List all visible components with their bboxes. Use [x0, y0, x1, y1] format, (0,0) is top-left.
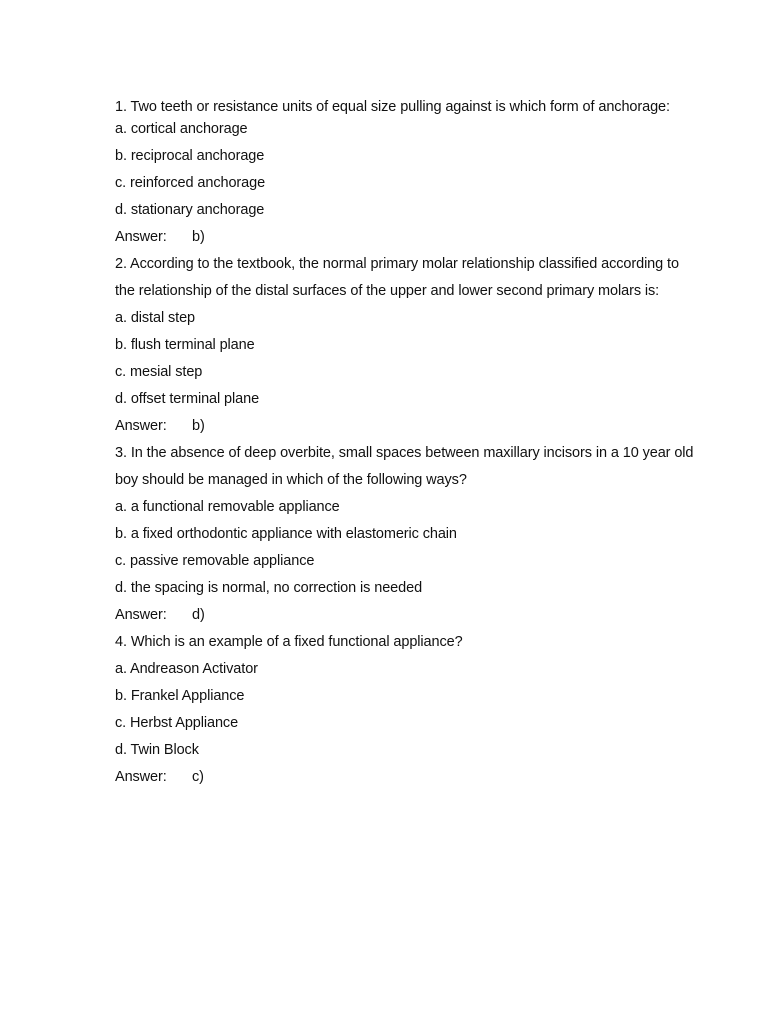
answer-line: [115, 764, 695, 791]
option-c: c. Herbst Appliance: [115, 715, 239, 731]
option-list: [115, 305, 695, 413]
question-2: [115, 251, 695, 440]
option-list: [115, 656, 695, 764]
answer-line: [115, 224, 695, 251]
option-a: a. cortical anchorage: [115, 121, 248, 137]
answer-line: [115, 602, 695, 629]
option-d: d. offset terminal plane: [115, 391, 260, 407]
document-page: [115, 98, 695, 791]
question-text: 3. In the absence of deep overbite, small spaces between maxillary incisors in a 10 year old boy should be managed in which of the following ways?: [115, 445, 694, 488]
question-4: [115, 629, 695, 791]
question-3: [115, 440, 695, 629]
option-c: c. reinforced anchorage: [115, 175, 266, 191]
option-b: b. flush terminal plane: [115, 337, 255, 353]
answer-label: Answer:: [115, 418, 167, 434]
answer-value: b): [192, 229, 205, 245]
option-b: b. Frankel Appliance: [115, 688, 245, 704]
answer-value: d): [192, 607, 205, 623]
answer-line: [115, 413, 695, 440]
answer-value: b): [192, 418, 205, 434]
answer-label: Answer:: [115, 607, 167, 623]
option-a: a. Andreason Activator: [115, 661, 258, 677]
option-d: d. stationary anchorage: [115, 202, 265, 218]
answer-value: c): [192, 769, 204, 785]
answer-label: Answer:: [115, 229, 167, 245]
option-a: a. a functional removable appliance: [115, 499, 340, 515]
option-c: c. mesial step: [115, 364, 203, 380]
option-c: c. passive removable appliance: [115, 553, 315, 569]
option-d: d. the spacing is normal, no correction is needed: [115, 580, 423, 596]
option-d: d. Twin Block: [115, 742, 199, 758]
question-text: 4. Which is an example of a fixed functional appliance?: [115, 634, 463, 650]
option-list: [115, 494, 695, 602]
question-text: 2. According to the textbook, the normal primary molar relationship classified according to the relationship of the distal surfaces of the upper and lower second primary molars is:: [115, 256, 679, 299]
answer-label: Answer:: [115, 769, 167, 785]
option-list: [115, 116, 695, 224]
option-a: a. distal step: [115, 310, 196, 326]
option-b: b. a fixed orthodontic appliance with elastomeric chain: [115, 526, 457, 542]
question-1: [115, 98, 695, 251]
question-text: 1. Two teeth or resistance units of equal size pulling against is which form of anchorage:: [115, 99, 670, 115]
option-b: b. reciprocal anchorage: [115, 148, 265, 164]
